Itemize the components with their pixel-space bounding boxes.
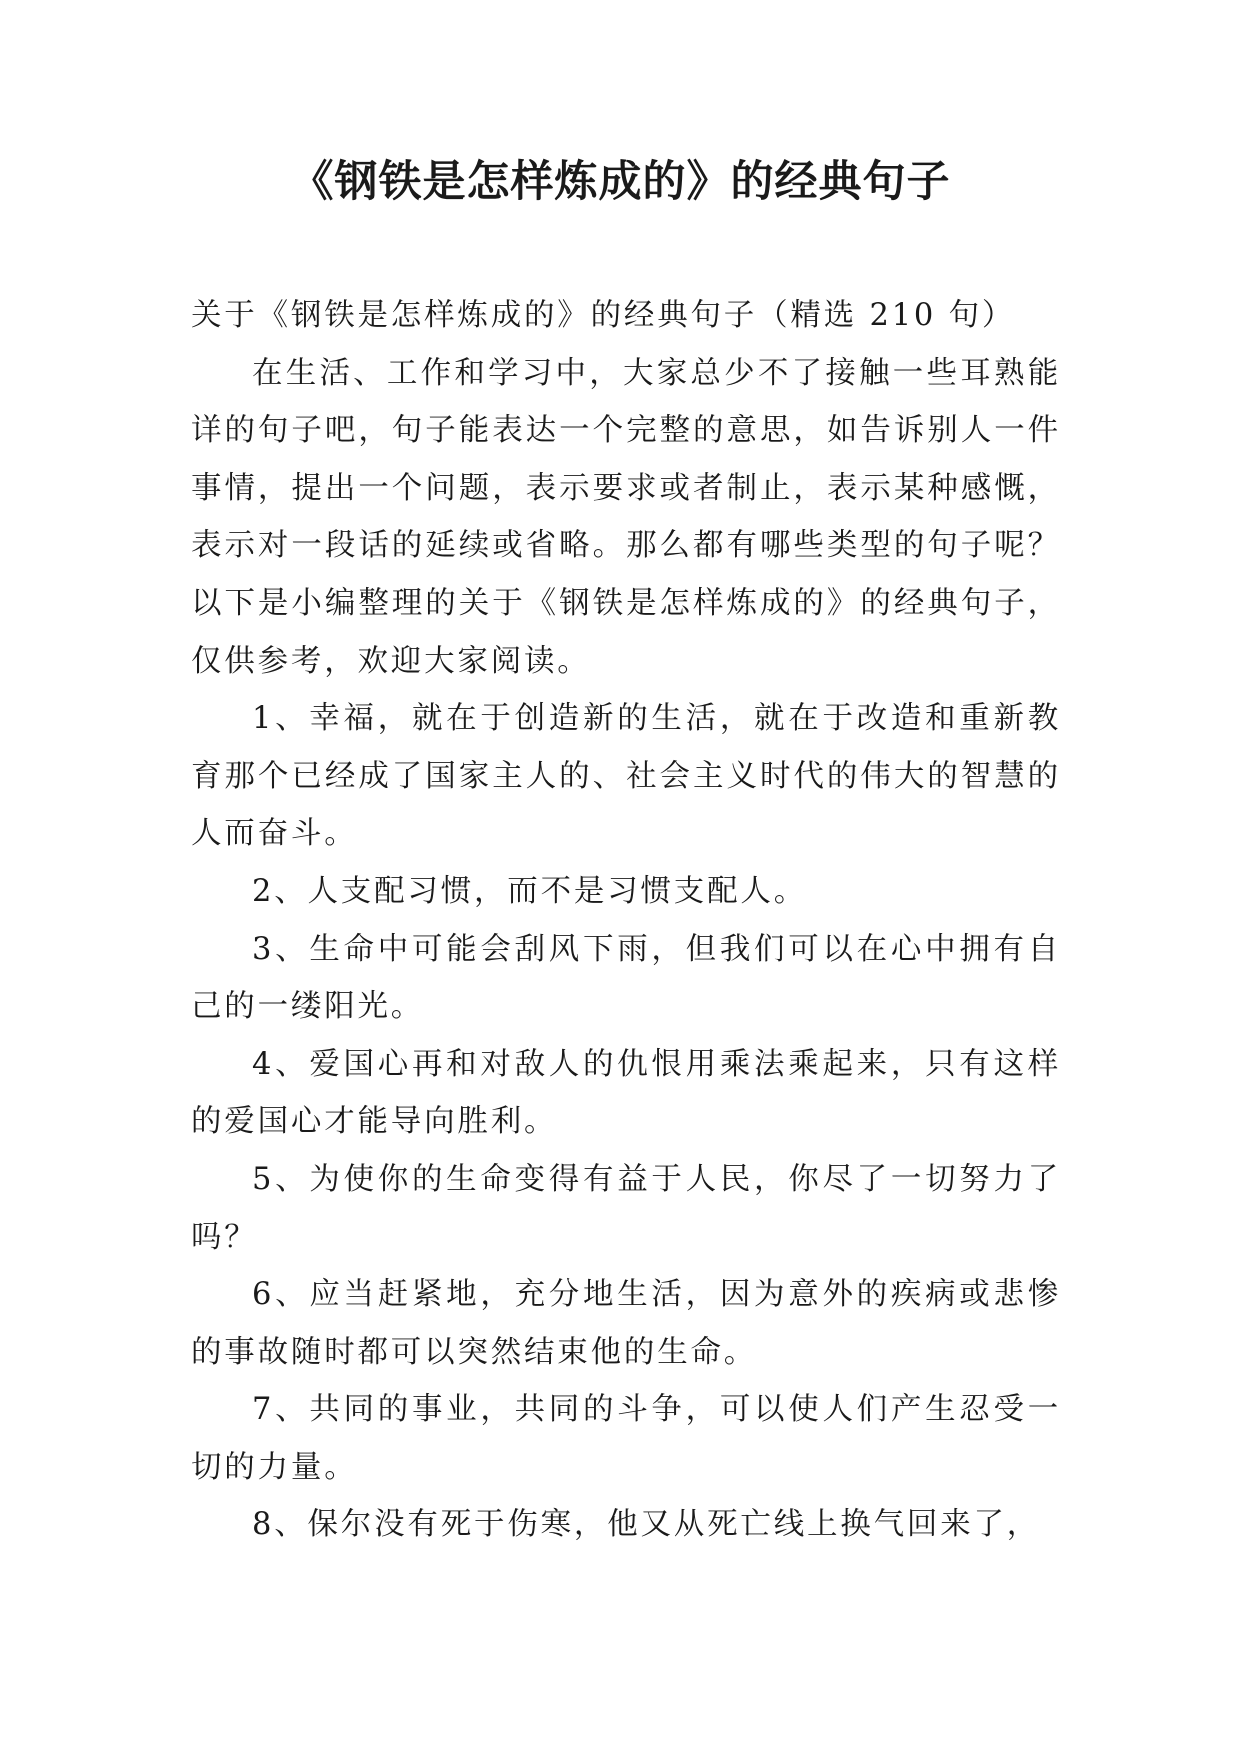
document-subtitle: 关于《钢铁是怎样炼成的》的经典句子（精选 210 句） <box>191 298 1016 333</box>
quote-item-1: 1、幸福，就在于创造新的生活，就在于改造和重新教育那个已经成了国家主人的、社会主义时代的伟大的智慧的人而奋斗。 <box>191 701 1061 852</box>
document-title: 《钢铁是怎样炼成的》的经典句子 <box>290 157 951 207</box>
quote-item-5: 5、为使你的生命变得有益于人民，你尽了一切努力了吗？ <box>191 1161 1061 1255</box>
quote-item-3: 3、生命中可能会刮风下雨，但我们可以在心中拥有自己的一缕阳光。 <box>191 931 1061 1025</box>
intro-paragraph: 在生活、工作和学习中，大家总少不了接触一些耳熟能详的句子吧，句子能表达一个完整的意思，如告诉别人一件事情，提出一个问题，表示要求或者制止，表示某种感慨，表示对一段话的延续或省略。那么都有哪些类型的句子呢？以下是小编整理的关于《钢铁是怎样炼成的》的经典句子，仅供参考，欢迎大家阅读。 <box>191 355 1061 679</box>
quote-item-6: 6、应当赶紧地，充分地生活，因为意外的疾病或悲惨的事故随时都可以突然结束他的生命。 <box>191 1277 1061 1370</box>
document-body <box>191 287 1061 1554</box>
quote-item-7: 7、共同的事业，共同的斗争，可以使人们产生忍受一切的力量。 <box>191 1392 1061 1485</box>
quote-item-4: 4、爱国心再和对敌人的仇恨用乘法乘起来，只有这样的爱国心才能导向胜利。 <box>191 1046 1061 1140</box>
quote-item-8: 8、保尔没有死于伤寒，他又从死亡线上换气回来了， <box>252 1507 1041 1543</box>
quote-item-2: 2、人支配习惯，而不是习惯支配人。 <box>252 873 808 909</box>
